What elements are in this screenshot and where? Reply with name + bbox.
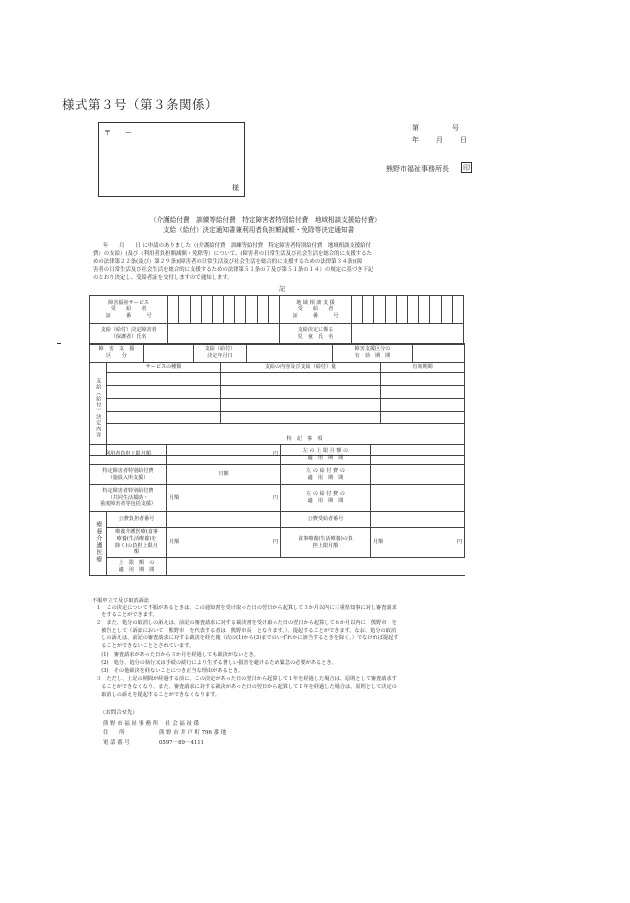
burden-limit-label: 利用者負担上限月額	[90, 445, 167, 465]
class-period-label	[333, 344, 413, 363]
payment-period-label	[281, 465, 371, 485]
cert-digit	[201, 296, 212, 324]
notes-line: ２ また、処分の取消しの訴えは、前記の審査請求に対する裁決書を受け取った日の翌日から起算して６か月以内に 熊野市 を	[96, 620, 397, 626]
medical-limit-label-4: 額	[133, 549, 140, 556]
public-payer-label: 公費負担者番号	[107, 512, 167, 528]
medical-limit-label-1: 療養介護医療(食事	[115, 529, 158, 536]
intro-line-3: めの法律第２２条(及び）第２９条)(障害者の日常生活及び社会生活を総合的に支援するための法律第３４条)(障	[93, 259, 363, 265]
col-amount: 支給の内容及び支給（給付）量	[221, 363, 381, 373]
decided-person-label-2: （保護者）氏名	[110, 334, 147, 340]
intro-line-4: 害者の日常生活及び社会生活を総合的に支援するための法律第５１条の７及び第５１条の１４）の規定に基づき下記	[93, 267, 374, 273]
notes-title: 不服申立て及び取消訴訟	[92, 598, 150, 604]
cert-digit	[179, 296, 190, 324]
col-valid-period: 有効期間	[381, 363, 465, 373]
decided-person-label-1: 支給（給付）決定障害者	[100, 327, 157, 334]
cert-digit	[452, 296, 463, 324]
contact-title: （お問合せ先）	[100, 710, 138, 716]
period-cell	[381, 412, 465, 424]
form-number: 様式第３号（第３条関係）	[62, 97, 219, 112]
seal-mark: 印	[463, 164, 470, 172]
payment-period-value	[371, 465, 465, 485]
child-name-value	[352, 324, 464, 345]
cert-digit	[396, 296, 407, 324]
col-service-type: サービスの種類	[107, 363, 221, 373]
notes-line: ることができないこととされています。	[96, 643, 195, 649]
child-name-label-1: 支給決定に係る	[297, 327, 334, 334]
service-cert-label-2: 受 給 者	[110, 306, 147, 313]
decision-date-label-1: 支給（給付）	[204, 346, 236, 353]
disability-class-label	[90, 344, 144, 363]
service-cert-label	[90, 296, 168, 324]
period-cell	[381, 373, 465, 386]
chiiki-cert-label-2: 受 給 者	[297, 306, 334, 313]
cert-digit	[385, 296, 396, 324]
margin-tick	[57, 343, 61, 344]
decision-side-label	[90, 363, 107, 456]
notes-line: しの訴えは、前記の審査請求に対する裁決を経た後（次の(1)から(3)までのいずれかに該当するときを除く。）でなければ提起す	[96, 635, 399, 641]
public-recipient-label: 公費受給者番号	[281, 512, 371, 528]
ki-label: 記	[279, 286, 286, 293]
medical-limit-label-3: 除く)の負担上限月	[115, 542, 158, 549]
intro-line-5: のとおり決定し、受給者証を交付しますので通知します。	[93, 275, 233, 281]
postal-code-label: 〒 ー	[104, 129, 132, 137]
chiiki-cert-label	[279, 296, 351, 324]
tokutei-group-label-3: 重度障害者等包括支援）	[99, 501, 157, 508]
cert-digit	[268, 296, 279, 324]
contact-address-label: 住 所	[103, 730, 125, 736]
notes-line: ３ ただし、上記の期間が経過する前に、この決定があった日の翌日から起算して１年を経過した場合は、原則として審査請求す	[96, 676, 397, 682]
service-cell	[107, 373, 221, 386]
tokutei-group-label-2: （共同生活援助・	[107, 494, 149, 501]
cert-digit	[168, 296, 179, 324]
service-cell	[107, 399, 221, 412]
decision-date-label	[194, 344, 247, 363]
contact-tel-label: 電 話 番 号	[103, 740, 130, 746]
notes-line: １ この決定について不服があるときは、この通知書を受け取った日の翌日から起算して３か月以内に三重県知事に対し審査請求	[96, 605, 397, 611]
decision-side-text: 支給（給付）決定内容	[95, 377, 102, 438]
contact-tel-value: 0597－89－4111	[159, 740, 205, 746]
service-cell	[107, 412, 221, 424]
chiiki-cert-label-1: 地 域 相 談 支 援	[296, 299, 335, 306]
cert-digit	[246, 296, 257, 324]
payment-period-label-1: 左 の 給 付 費 の	[306, 467, 345, 474]
meal-limit-yen: 円	[456, 539, 462, 546]
disability-class-label-2: 区 分	[106, 353, 127, 359]
medical-limit-label-2: 療養(生活療養)を	[116, 535, 157, 542]
public-recipient-value	[371, 512, 465, 528]
document-date: 年 月 日	[412, 136, 468, 144]
notes-line: (3) その他裁決を経ないことにつき正当な理由があるとき。	[96, 668, 244, 674]
payment2-period-label-1: 左 の 給 付 費 の	[306, 491, 345, 498]
notes-line: 取消しの訴えを提起することができなくなります。	[96, 692, 221, 698]
burden-period-label-2: 適 用 期 間	[307, 454, 344, 461]
medical-care-table	[89, 511, 465, 576]
special-notes: 特 記 事 項	[107, 424, 465, 456]
tokutei-group-monthly-label: 月額	[169, 494, 180, 501]
notes-line: をすることができます。	[96, 612, 158, 618]
limit-period-label-1: 上 限 額 の	[118, 559, 155, 566]
medical-side-text: 療養介護医療	[94, 521, 102, 564]
medical-limit-monthly	[167, 528, 281, 558]
amount-cell	[221, 386, 381, 399]
child-name-label-2: 児 童 氏 名	[297, 334, 334, 340]
meal-limit-monthly	[371, 528, 465, 558]
tokutei-group-label	[90, 485, 167, 512]
burden-period-label-1: 左 の 上 限 月 額 の	[302, 447, 349, 454]
cert-digit	[190, 296, 201, 324]
document-number: 第 号	[412, 124, 460, 132]
period-cell	[381, 399, 465, 412]
payment2-period-label	[281, 485, 371, 512]
public-payer-value	[167, 512, 281, 528]
medical-limit-monthly-label: 月額	[169, 539, 180, 546]
tokutei-residential-label	[90, 465, 167, 485]
notes-line: (2) 処分、処分の執行又は手続の続行により生ずる著しい損害を避けるため緊急の必要があるとき。	[96, 660, 337, 666]
decided-person-value	[168, 324, 280, 345]
amount-cell	[221, 373, 381, 386]
limit-period-label	[107, 558, 167, 576]
service-cell	[107, 386, 221, 399]
meal-limit-label	[281, 528, 371, 558]
cert-digit	[212, 296, 223, 324]
contact-address-value: 熊 野 市 井 戸 町 796 番 地	[159, 730, 227, 736]
notes-line: 被告として（訴訟において 熊野市 を代表する者は 熊野市長 となります。）、提起することができます。なお、処分の取消	[96, 628, 397, 634]
cert-digit	[352, 296, 363, 324]
decision-date-value	[247, 344, 333, 363]
disability-info-table	[89, 343, 465, 363]
burden-period-value	[371, 445, 465, 465]
class-period-value	[413, 344, 465, 363]
disability-class-value	[144, 344, 194, 363]
tokutei-group-label-1: 特定障害者特別給付費	[102, 488, 154, 495]
burden-period-label	[281, 445, 371, 465]
payment-period-label-2: 適 用 期 間	[307, 474, 344, 481]
cert-digit	[363, 296, 374, 324]
medical-side-label	[90, 512, 107, 576]
tokutei-group-yen: 円	[272, 494, 278, 501]
limit-period-label-2: 適 用 期 間	[118, 566, 155, 573]
service-cert-label-3: 証 番 号	[105, 312, 152, 319]
medical-limit-yen: 円	[272, 539, 278, 546]
decided-person-label	[90, 324, 168, 345]
cert-digit	[235, 296, 246, 324]
medical-limit-label	[107, 528, 167, 558]
limit-period-value	[167, 558, 465, 576]
intro-line-1: 年 月 日 に申請のありました（(介護給付費 訓練等給付費 特定障害者特別給付費 地域相談支援給付	[103, 243, 371, 249]
cert-digit	[374, 296, 385, 324]
meal-limit-label-1: 食事療養(生活療養)の負	[298, 535, 353, 542]
class-period-label-2: 有 効 期 間	[354, 353, 391, 359]
recipient-info-table	[89, 295, 464, 345]
tokutei-residential-label-2: （施設入所支援）	[107, 474, 149, 481]
burden-table	[89, 444, 465, 512]
contact-office: 熊 野 市 福 祉 事 務 所 社 会 福 祉 係	[103, 721, 200, 727]
chiiki-cert-label-3: 証 番 号	[292, 312, 339, 319]
cert-digit	[224, 296, 235, 324]
issuer-name: 熊野市福祉事務所長	[386, 165, 449, 173]
amount-cell	[221, 399, 381, 412]
address-box	[98, 122, 245, 197]
notes-line: (1) 審査請求があった日から３か月を経過しても裁決がないとき。	[96, 652, 259, 658]
class-period-label-1: 障害支援区分の	[354, 346, 391, 353]
period-cell	[381, 386, 465, 399]
child-name-label	[279, 324, 351, 345]
heading-line-2: 支給（給付）決定通知書兼利用者負担額減額・免除等決定通知書	[163, 226, 355, 234]
cert-digit	[430, 296, 441, 324]
heading-line-1: （介護給付費 訓練等給付費 特定障害者特別給付費 地域相談支援給付費）	[150, 216, 381, 224]
intro-line-2: 費）の支給）(及び（利用者負担額減額・免除等）について、(障害者の日常生活及び社会生活を総合的に支援するた	[93, 251, 372, 257]
recipient-honorific: 様	[232, 184, 239, 193]
cert-digit	[441, 296, 452, 324]
decision-date-label-2: 決定年月日	[207, 353, 233, 359]
decision-content-table	[89, 362, 465, 456]
tokutei-group-monthly	[167, 485, 281, 512]
meal-limit-monthly-label: 月額	[373, 539, 384, 546]
payment2-period-label-2: 適 用 期 間	[307, 498, 344, 504]
tokutei-residential-daily: 日額	[167, 465, 281, 485]
cert-digit	[419, 296, 430, 324]
cert-digit	[257, 296, 268, 324]
payment2-period-value	[371, 485, 465, 512]
tokutei-residential-label-1: 特定障害者特別給付費	[102, 467, 154, 474]
burden-limit-yen: 円	[167, 445, 281, 465]
cert-digit	[407, 296, 418, 324]
disability-class-label-1: 障 害 支 援	[98, 346, 135, 353]
service-cert-label-1: 障害福祉サービス	[108, 299, 149, 306]
meal-limit-label-2: 担上限月額	[312, 542, 339, 549]
notes-line: ることができなくなり、また、審査請求に対する裁決があった日の翌日から起算して１年を経過した場合は、原則として決定の	[96, 684, 397, 690]
amount-cell	[221, 412, 381, 424]
